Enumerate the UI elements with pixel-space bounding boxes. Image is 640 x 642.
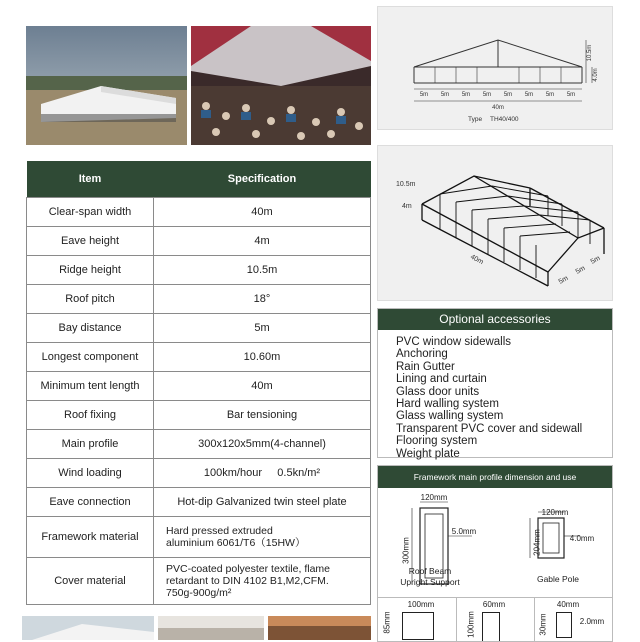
profile-panel [377,465,613,642]
list-item: PVC window sidewalls [396,336,512,348]
ridge-height-label: 10.5m [587,44,593,62]
table-row [27,517,371,558]
roof-beam-label-2: Upright Support [400,577,460,587]
roof-beam-width: 120mm [420,493,448,502]
row-item: Bay distance [27,314,154,343]
total-width-label: 40m [492,105,504,111]
row-item: Minimum tent length [27,372,154,401]
bottom-photo-3 [268,616,371,640]
gable-pole-width: 120mm [541,508,569,517]
table-row [27,343,371,372]
roof-beam-label: Roof Beam [408,566,452,576]
table-row [27,198,371,227]
profile-b-width: 60mm [482,600,506,609]
elevation-drawing-panel [377,6,613,130]
row-item: Cover material [27,558,154,605]
accessories-title: Optional accessories [378,309,612,330]
wind-speed: 100km/hour [203,467,262,479]
bottom-photo-2 [158,616,264,640]
profile-b-height: 100mm [466,611,476,638]
perspective-eave-height: 4m [402,203,412,210]
table-row [27,227,371,256]
row-value [154,517,371,558]
value-line: Hard pressed extruded [166,525,273,537]
row-item: Main profile [27,430,154,459]
row-item: Roof pitch [27,285,154,314]
row-item: Longest component [27,343,154,372]
type-label: Type [468,116,483,123]
list-item: Lining and curtain [396,373,487,386]
row-value: 40m [154,198,371,227]
list-item: Glass door units [396,385,480,398]
row-value [154,558,371,605]
list-item: Rain Gutter [396,360,455,373]
list-item: Transparent PVC cover and sidewall [396,422,583,435]
table-row [27,401,371,430]
profile-b-shape [482,612,500,642]
item-column-header: Item [27,161,154,198]
bay-label: 5m [545,92,555,98]
row-value: 40m [154,372,371,401]
bay-label: 5m [566,92,576,98]
gable-pole-label: Gable Pole [536,574,580,584]
gable-pole-height: 204mm [532,529,542,556]
divider [378,597,612,598]
tent-interior-photo [191,26,371,145]
row-value: Bar tensioning [154,401,371,430]
list-item: Anchoring [396,348,448,361]
elevation-drawing [378,7,612,129]
perspective-bay: 5m [589,255,602,266]
perspective-bay: 5m [574,265,587,276]
roof-beam-wall: 5.0mm [451,527,477,536]
bay-label: 5m [524,92,534,98]
row-value: 300x120x5mm(4-channel) [154,430,371,459]
profile-c-wall: 2.0mm [579,617,605,626]
table-row [27,314,371,343]
profile-c-shape [556,612,572,638]
accessories-list [378,330,612,460]
row-item: Framework material [27,517,154,558]
profile-title: Framework main profile dimension and use [378,466,612,488]
specification-table [26,161,371,605]
gable-pole-wall: 4.0mm [569,534,595,543]
wind-pressure: 0.5kn/m² [277,467,321,479]
profile-c-width: 40mm [556,600,580,609]
profile-a-shape [402,612,434,640]
bay-label: 5m [419,92,429,98]
list-item: Flooring system [396,435,478,448]
eave-height-label: 4.0m [593,68,599,82]
tent-exterior-photo [26,26,187,145]
row-item: Wind loading [27,459,154,488]
perspective-frame-drawing [378,146,612,300]
table-row [27,430,371,459]
row-item: Roof fixing [27,401,154,430]
table-row [27,459,371,488]
value-line: aluminium 6061/T6（15HW） [166,537,306,549]
profile-a-width: 100mm [407,600,435,609]
list-item: Glass walling system [396,410,504,423]
row-value: 5m [154,314,371,343]
bay-label: 5m [503,92,513,98]
row-value: 10.60m [154,343,371,372]
type-value: TH40/400 [490,116,519,123]
perspective-drawing-panel [377,145,613,301]
bottom-photo-1 [22,616,154,640]
value-line: PVC-coated polyester textile, flame [166,563,330,575]
bay-label: 5m [461,92,471,98]
profile-a-height: 85mm [382,611,392,634]
perspective-ridge-height: 10.5m [396,181,416,188]
profile-c-height: 30mm [538,613,548,636]
row-value: 4m [154,227,371,256]
bay-label: 5m [482,92,492,98]
table-row [27,256,371,285]
value-line: retardant to DIN 4102 B1,M2,CFM. [166,575,329,587]
row-item: Clear-span width [27,198,154,227]
perspective-bay: 5m [557,275,570,286]
perspective-length: 40m [469,253,485,267]
row-value: Hot-dip Galvanized twin steel plate [154,488,371,517]
roof-beam-height: 300mm [401,537,411,564]
value-line: 750g-900g/m² [166,587,232,599]
table-row [27,558,371,605]
table-row [27,372,371,401]
row-value: 10.5m [154,256,371,285]
row-value: 18° [154,285,371,314]
row-item: Eave height [27,227,154,256]
row-item: Eave connection [27,488,154,517]
list-item: Weight plate [396,447,460,460]
divider [534,597,535,641]
bay-label: 5m [440,92,450,98]
table-row [27,285,371,314]
table-row [27,488,371,517]
row-item: Ridge height [27,256,154,285]
list-item: Hard walling system [396,398,499,411]
row-value [154,459,371,488]
specification-column-header: Specification [154,161,371,198]
accessories-panel [377,308,613,458]
divider [456,597,457,641]
